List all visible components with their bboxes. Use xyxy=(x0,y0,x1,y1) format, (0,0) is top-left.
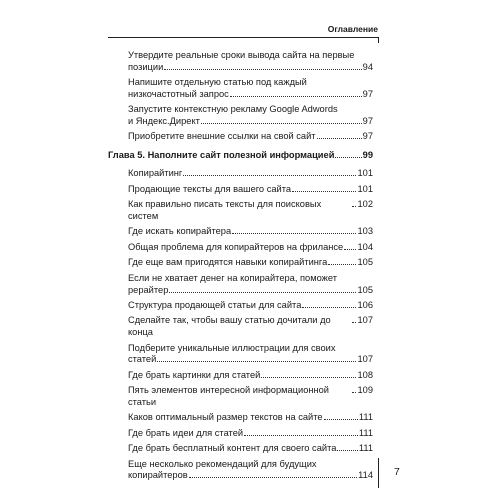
toc-entry[interactable] xyxy=(108,343,373,366)
toc-entry[interactable] xyxy=(108,273,373,296)
page-number: 7 xyxy=(394,466,400,478)
toc-page-number: 114 xyxy=(358,470,373,481)
footer-rule-tick xyxy=(378,458,379,488)
toc-entry-title: Копирайтинг xyxy=(128,168,183,179)
dot-leader xyxy=(201,123,362,124)
dot-leader xyxy=(189,477,357,478)
toc-page-number: 97 xyxy=(362,131,373,142)
dot-leader xyxy=(335,157,361,158)
toc-entry[interactable] xyxy=(108,412,373,424)
toc-entry-title: Пять элементов интересной информационной статьи xyxy=(128,385,329,407)
dot-leader xyxy=(317,138,362,139)
toc-entry-title: статей xyxy=(128,354,157,365)
toc-page-number: 111 xyxy=(358,412,373,423)
toc-entry-title: Общая проблема для копирайтеров на фрилансе xyxy=(128,241,344,252)
toc-entry-title-line: Еще несколько рекомендаций для будущих xyxy=(128,458,317,469)
toc-page-number: 101 xyxy=(357,168,373,179)
toc-page-number: 104 xyxy=(357,241,373,252)
dot-leader xyxy=(232,233,356,234)
toc-entry[interactable] xyxy=(108,385,373,408)
toc-page-number: 105 xyxy=(357,284,373,295)
toc-entry-title: Сделайте так, чтобы вашу статью дочитали до конца xyxy=(128,315,331,338)
toc-entry[interactable] xyxy=(108,50,373,73)
toc-entry[interactable] xyxy=(108,428,373,440)
dot-leader xyxy=(302,307,356,308)
header-rule xyxy=(108,37,379,38)
toc-entry[interactable] xyxy=(108,443,373,455)
toc-entry-title: Каков оптимальный размер текстов на сайте xyxy=(128,412,323,423)
toc-page-number: 111 xyxy=(358,427,373,438)
toc-page-number: 103 xyxy=(357,226,373,237)
dot-leader xyxy=(261,377,356,378)
table-of-contents xyxy=(108,50,373,486)
toc-entry-title: низкочастотный запрос xyxy=(128,88,229,99)
toc-entry-title: Структура продающей статьи для сайта xyxy=(128,300,302,310)
toc-page-number: 107 xyxy=(357,354,373,365)
toc-page-number: 102 xyxy=(357,199,373,210)
toc-page-number: 94 xyxy=(362,61,373,72)
dot-leader xyxy=(328,264,356,265)
toc-entry[interactable] xyxy=(108,131,373,143)
toc-entry-title: Как правильно писать тексты для поисковых систем xyxy=(128,199,322,221)
dot-leader xyxy=(230,96,362,97)
dot-leader xyxy=(169,292,356,293)
toc-entry-title: Где брать идеи для статей xyxy=(128,427,244,438)
toc-page-number: 109 xyxy=(357,385,373,396)
toc-entry-title-line: Запустите контекстную рекламу Google Adwords xyxy=(128,104,338,115)
toc-entry-title-line: Подберите уникальные иллюстрации для своих xyxy=(128,342,336,353)
toc-page-number: 101 xyxy=(357,183,373,194)
toc-entry[interactable] xyxy=(108,315,373,338)
toc-entry[interactable] xyxy=(108,184,373,196)
dot-leader xyxy=(164,69,361,70)
dot-leader xyxy=(352,392,356,393)
dot-leader xyxy=(352,206,356,207)
toc-entry-title: Глава 5. Наполните сайт полезной информацией xyxy=(108,149,335,160)
toc-entry-title-line: Утвердите реальные сроки вывода сайта на первые xyxy=(128,50,355,60)
dot-leader xyxy=(183,175,356,176)
toc-page-number: 107 xyxy=(357,315,373,326)
toc-entry[interactable] xyxy=(108,226,373,238)
dot-leader xyxy=(157,361,356,362)
toc-entry-title: позиции xyxy=(128,61,164,72)
toc-entry[interactable] xyxy=(108,77,373,100)
toc-entry-title-line: Напишите отдельную статью под каждый xyxy=(128,77,307,88)
header-rule-tick xyxy=(378,37,379,43)
dot-leader xyxy=(352,322,356,323)
toc-page-number: 105 xyxy=(357,257,373,268)
toc-entry-title: Где искать копирайтера xyxy=(128,226,232,237)
toc-entry-title: копирайтеров xyxy=(128,470,188,481)
toc-entry-title: Продающие тексты для вашего сайта xyxy=(128,183,292,194)
toc-page-number: 108 xyxy=(357,369,373,380)
toc-entry-title: Приобретите внешние ссылки на свой сайт xyxy=(128,131,316,142)
dot-leader xyxy=(337,450,357,451)
toc-page-number: 97 xyxy=(362,115,373,126)
toc-entry-title: Где брать картинки для статей xyxy=(128,369,261,380)
toc-entry[interactable] xyxy=(108,370,373,382)
dot-leader xyxy=(292,191,356,192)
dot-leader xyxy=(244,435,358,436)
toc-entry[interactable] xyxy=(108,199,373,222)
toc-entry-title: рерайтер xyxy=(128,284,169,295)
toc-entry[interactable] xyxy=(108,168,373,180)
toc-entry[interactable] xyxy=(108,459,373,482)
toc-page-number: 97 xyxy=(362,88,373,99)
toc-entry-title: Где брать бесплатный контент для своего сайта xyxy=(128,443,337,454)
toc-chapter-entry[interactable] xyxy=(108,150,373,162)
toc-page-number: 99 xyxy=(362,149,373,160)
toc-entry-title-line: Если не хватает денег на копирайтера, поможет xyxy=(128,272,338,283)
toc-entry[interactable] xyxy=(108,300,373,312)
dot-leader xyxy=(324,419,358,420)
toc-entry-title: Где еще вам пригодятся навыки копирайтинга xyxy=(128,257,328,268)
toc-entry[interactable] xyxy=(108,104,373,127)
toc-entry[interactable] xyxy=(108,257,373,269)
toc-entry[interactable] xyxy=(108,242,373,254)
dot-leader xyxy=(344,249,356,250)
toc-entry-title: и Яндекс.Директ xyxy=(128,115,200,126)
running-head: Оглавление xyxy=(327,24,378,34)
toc-page-number: 106 xyxy=(357,300,373,310)
toc-page-number: 111 xyxy=(358,443,373,454)
